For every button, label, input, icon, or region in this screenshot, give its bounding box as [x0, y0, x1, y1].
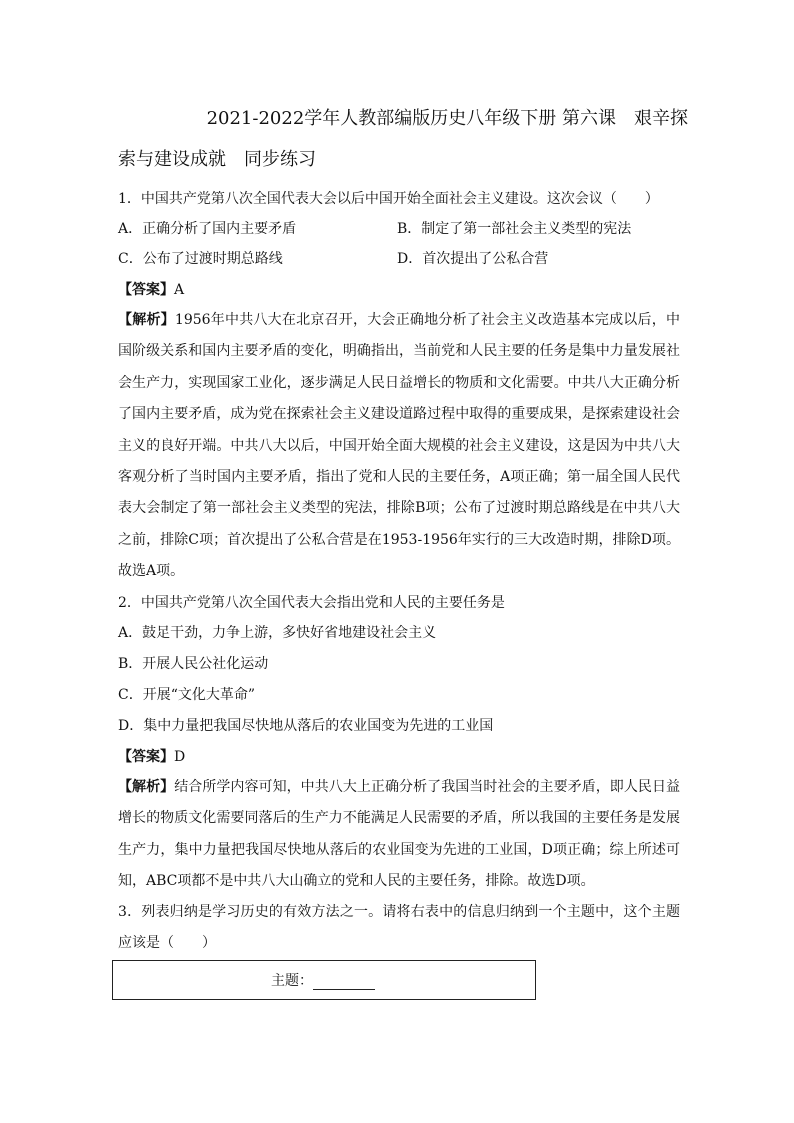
theme-label: [271, 972, 375, 990]
document-title-line-2: 索与建设成就 同步练习: [118, 149, 316, 170]
question-1-stem: 1．中国共产党第八次全国代表大会以后中国开始全面社会主义建设。这次会议（ ）: [118, 191, 659, 207]
question-1-option-b: B．制定了第一部社会主义类型的宪法: [397, 221, 632, 237]
question-2-option-d: D．集中力量把我国尽快地从落后的农业国变为先进的工业国: [118, 718, 494, 734]
question-2-option-c: C．开展“文化大革命”: [118, 687, 256, 703]
answer-value: A: [174, 282, 185, 298]
question-2-answer: [118, 748, 185, 766]
question-2-analysis: [118, 772, 680, 898]
theme-blank: [313, 975, 375, 990]
question-1-option-c: C．公布了过渡时期总路线: [118, 251, 283, 267]
question-2-option-a: A．鼓足干劲，力争上游，多快好省地建设社会主义: [118, 625, 437, 641]
analysis-text: 1956年中共八大在北京召开，大会正确地分析了社会主义改造基本完成以后，中国阶级关系和国内主要矛盾的变化，明确指出，当前党和人民主要的任务是集中力量发展社会生产力，实现国家工业化，逐步满足人民日益增长的物质和文化需要。中共八大正确分析了国内主要矛盾，成为党在探索社会主义建设道路过程中取得的重要成果，是探索建设社会主义的良好开端。中共八大以后，中国开始全面大规模的社会主义建设，这是因为中共八大客观分析了当时国内主要矛盾，指出了党和人民的主要任务，A项正确；第一届全国人民代表大会制定了第一部社会主义类型的宪法，排除B项；公布了过渡时期总路线是在中共八大之前，排除C项；首次提出了公私合营是在1953-1956年实行的三大改造时期，排除D项。故选A项。: [118, 312, 680, 580]
answer-tag: 【答案】: [118, 282, 174, 298]
question-1-option-d: D．首次提出了公私合营: [397, 251, 549, 267]
analysis-tag: 【解析】: [118, 312, 175, 328]
analysis-tag: 【解析】: [118, 779, 175, 795]
question-2-option-b: B．开展人民公社化运动: [118, 656, 269, 672]
analysis-text: 结合所学内容可知，中共八大上正确分析了我国当时社会的主要矛盾，即人民日益增长的物质文化需要同落后的生产力不能满足人民需要的矛盾，所以我国的主要任务是发展生产力，集中力量把我国尽快地从落后的农业国变为先进的工业国，D项正确；综上所述可知，ABC项都不是中共八大山确立的党和人民的主要任务，排除。故选D项。: [118, 779, 681, 890]
question-3-stem: 3．列表归纳是学习历史的有效方法之一。请将右表中的信息归纳到一个主题中，这个主题应该是（ ）: [118, 904, 680, 952]
answer-value: D: [174, 749, 186, 765]
document-title-line-1: 2021-2022学年人教部编版历史八年级下册 第六课 艰辛探: [206, 108, 688, 129]
question-1-analysis: [118, 305, 680, 588]
theme-label-text: 主题：: [271, 973, 313, 989]
theme-table: [112, 960, 536, 1000]
answer-tag: 【答案】: [118, 749, 174, 765]
question-1-answer: [118, 281, 184, 299]
question-2-stem: 2．中国共产党第八次全国代表大会指出党和人民的主要任务是: [118, 595, 505, 611]
question-1-option-a: A．正确分析了国内主要矛盾: [118, 221, 297, 237]
